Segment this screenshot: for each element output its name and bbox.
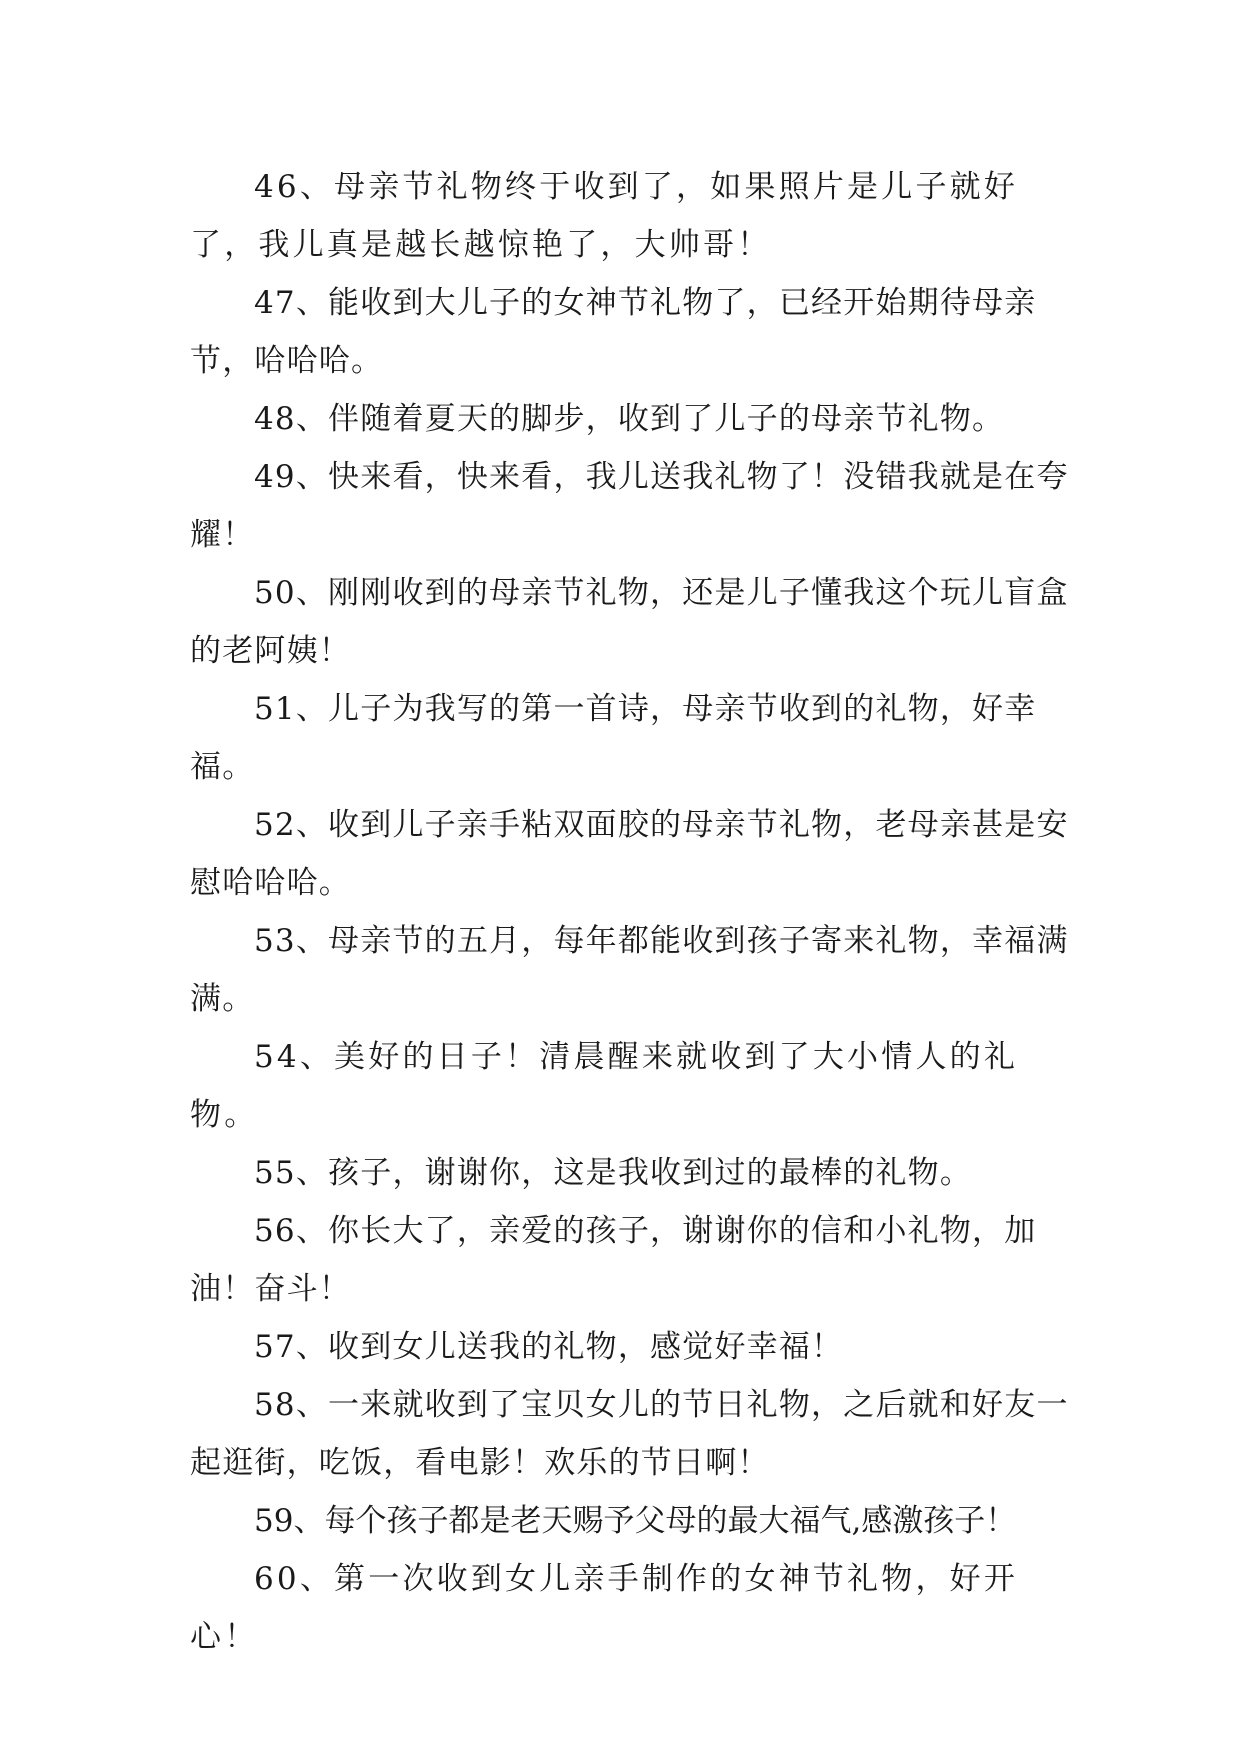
paragraph-50: 50、刚刚收到的母亲节礼物，还是儿子懂我这个玩儿盲盒的老阿姨！	[190, 575, 1069, 669]
paragraph-52: 52、收到儿子亲手粘双面胶的母亲节礼物，老母亲甚是安慰哈哈哈。	[190, 807, 1069, 901]
paragraph-54: 54、美好的日子！清晨醒来就收到了大小情人的礼物。	[190, 1039, 1019, 1133]
paragraph-47: 47、能收到大儿子的女神节礼物了，已经开始期待母亲节，哈哈哈。	[190, 285, 1037, 379]
paragraph-56: 56、你长大了，亲爱的孩子，谢谢你的信和小礼物，加油！奋斗！	[190, 1213, 1037, 1307]
paragraph-55: 55、孩子，谢谢你，这是我收到过的最棒的礼物。	[254, 1155, 973, 1191]
paragraph-57: 57、收到女儿送我的礼物，感觉好幸福！	[254, 1329, 844, 1365]
paragraph-53: 53、母亲节的五月，每年都能收到孩子寄来礼物，幸福满满。	[190, 923, 1069, 1017]
paragraph-48: 48、伴随着夏天的脚步，收到了儿子的母亲节礼物。	[254, 401, 1005, 437]
paragraph-59: 59、每个孩子都是老天赐予父母的最大福气,感激孩子！	[254, 1503, 1017, 1539]
paragraph-49: 49、快来看，快来看，我儿送我礼物了！没错我就是在夸耀！	[190, 459, 1069, 553]
document-body	[190, 158, 1070, 1666]
paragraph-51: 51、儿子为我写的第一首诗，母亲节收到的礼物，好幸福。	[190, 691, 1037, 785]
paragraph-58: 58、一来就收到了宝贝女儿的节日礼物，之后就和好友一起逛街，吃饭，看电影！欢乐的节日啊！	[190, 1387, 1069, 1481]
paragraph-46: 46、母亲节礼物终于收到了，如果照片是儿子就好了，我儿真是越长越惊艳了，大帅哥！	[190, 169, 1019, 263]
paragraph-60: 60、第一次收到女儿亲手制作的女神节礼物，好开心！	[190, 1561, 1019, 1655]
